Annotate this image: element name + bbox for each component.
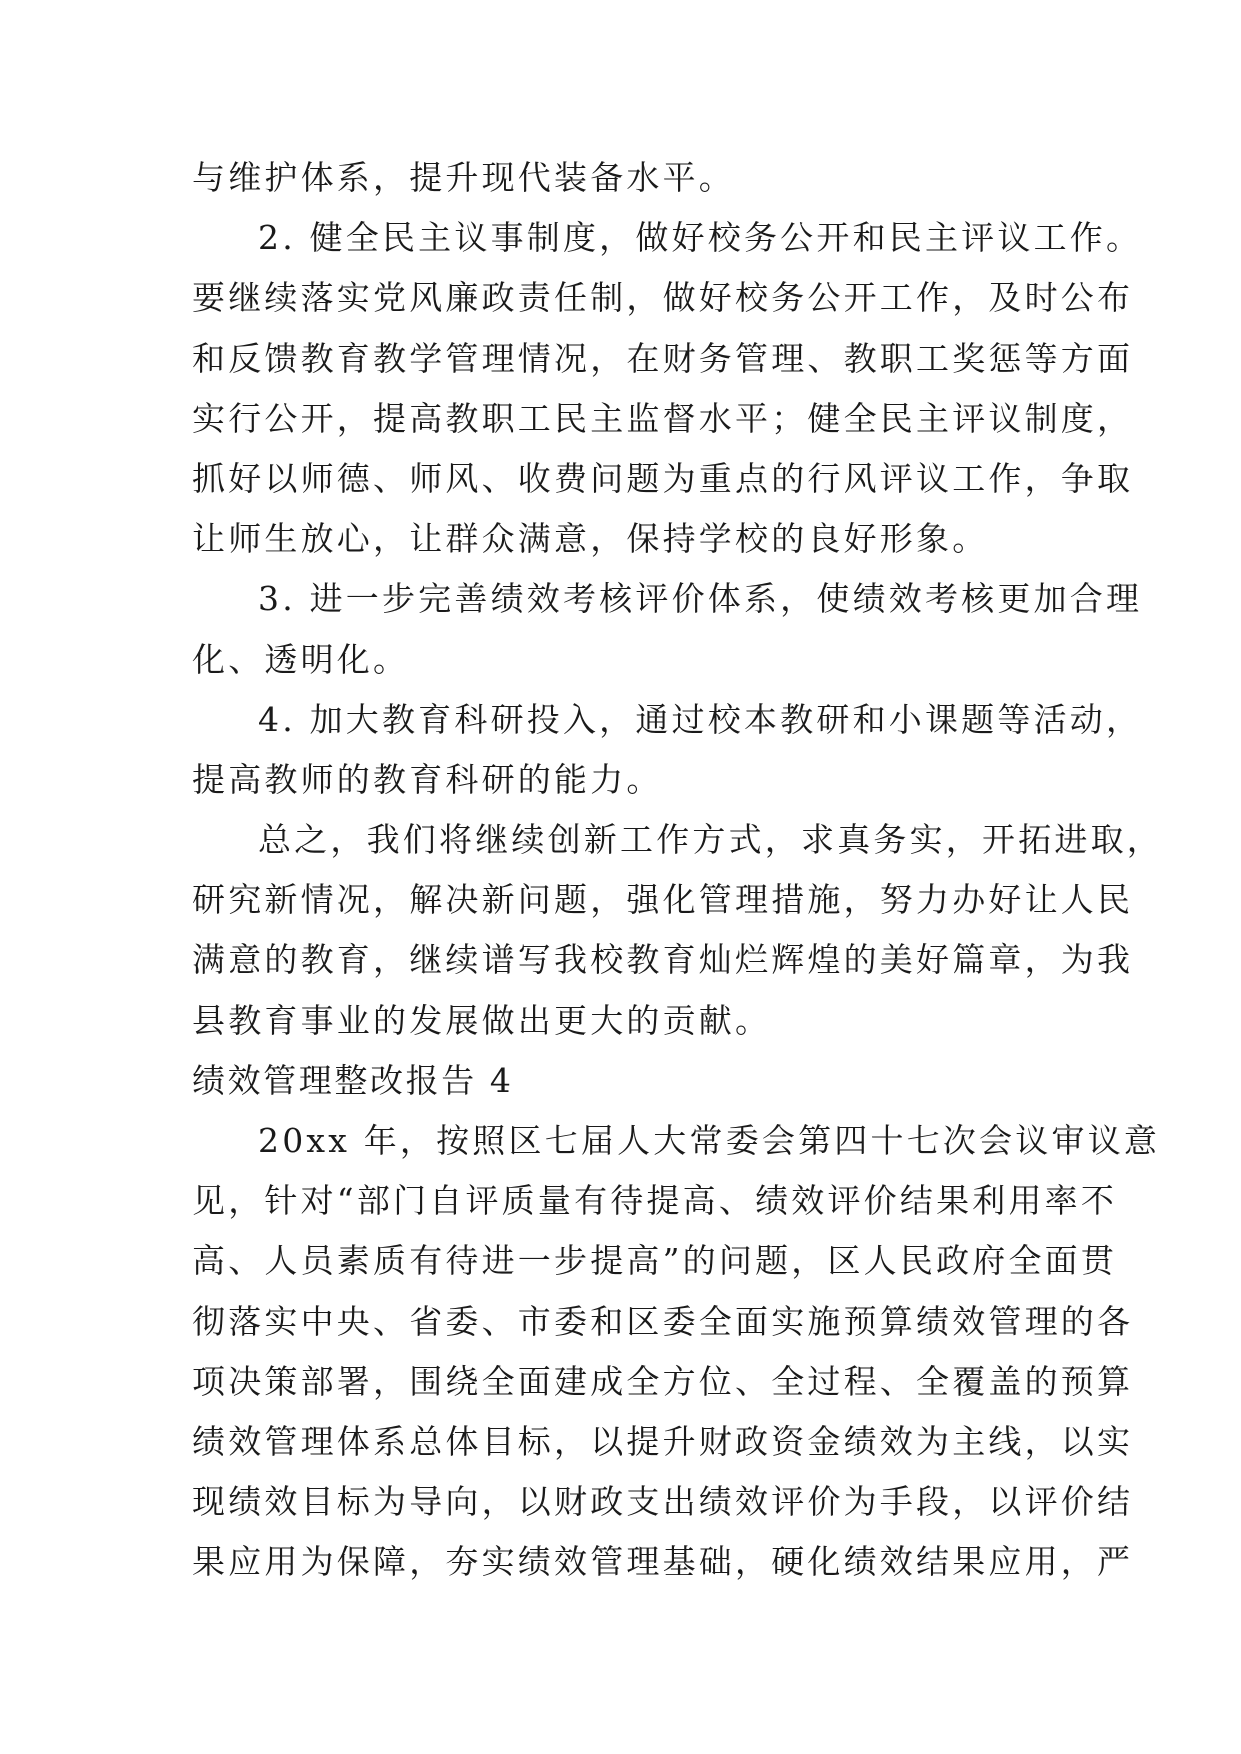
- report-paragraph-line: 高、人员素质有待进一步提高”的问题，区人民政府全面贯: [192, 1241, 1118, 1281]
- report-paragraph-line: 彻落实中央、省委、市委和区委全面实施预算绩效管理的各: [192, 1301, 1134, 1341]
- numbered-item-2-line: 和反馈教育教学管理情况，在财务管理、教职工奖惩等方面: [192, 338, 1134, 378]
- report-paragraph-line: 现绩效目标为导向，以财政支出绩效评价为手段，以评价结: [192, 1482, 1134, 1522]
- report-paragraph-line: 绩效管理体系总体目标，以提升财政资金绩效为主线，以实: [192, 1421, 1134, 1461]
- numbered-item-3-line: 3. 进一步完善绩效考核评价体系，使绩效考核更加合理: [258, 579, 1143, 619]
- numbered-item-3-line: 化、透明化。: [192, 639, 410, 679]
- summary-paragraph-line: 研究新情况，解决新问题，强化管理措施，努力办好让人民: [192, 880, 1134, 920]
- numbered-item-2-line: 要继续落实党风廉政责任制，做好校务公开工作，及时公布: [192, 278, 1134, 318]
- section-heading: 绩效管理整改报告 4: [192, 1060, 514, 1100]
- report-paragraph-line: 项决策部署，围绕全面建成全方位、全过程、全覆盖的预算: [192, 1361, 1134, 1401]
- report-paragraph-line: 20xx 年，按照区七届人大常委会第四十七次会议审议意: [258, 1121, 1161, 1160]
- numbered-item-2-line: 2. 健全民主议事制度，做好校务公开和民主评议工作。: [258, 218, 1143, 258]
- paragraph-continuation-line: 与维护体系，提升现代装备水平。: [192, 158, 735, 197]
- summary-paragraph-line: 总之，我们将继续创新工作方式，求真务实，开拓进取，: [258, 820, 1163, 860]
- summary-paragraph-line: 县教育事业的发展做出更大的贡献。: [192, 1000, 772, 1040]
- report-paragraph-line: 见，针对“部门自评质量有待提高、绩效评价结果利用率不: [192, 1181, 1118, 1221]
- numbered-item-4-line: 4. 加大教育科研投入，通过校本教研和小课题等活动，: [258, 699, 1143, 739]
- numbered-item-2-line: 实行公开，提高教职工民主监督水平；健全民主评议制度，: [192, 398, 1134, 438]
- report-paragraph-line: 果应用为保障，夯实绩效管理基础，硬化绩效结果应用，严: [192, 1542, 1134, 1582]
- summary-paragraph-line: 满意的教育，继续谱写我校教育灿烂辉煌的美好篇章，为我: [192, 940, 1134, 980]
- numbered-item-2-line: 抓好以师德、师风、收费问题为重点的行风评议工作，争取: [192, 458, 1134, 498]
- numbered-item-4-line: 提高教师的教育科研的能力。: [192, 759, 663, 799]
- numbered-item-2-line: 让师生放心，让群众满意，保持学校的良好形象。: [192, 519, 989, 559]
- document-body: [192, 148, 1163, 1593]
